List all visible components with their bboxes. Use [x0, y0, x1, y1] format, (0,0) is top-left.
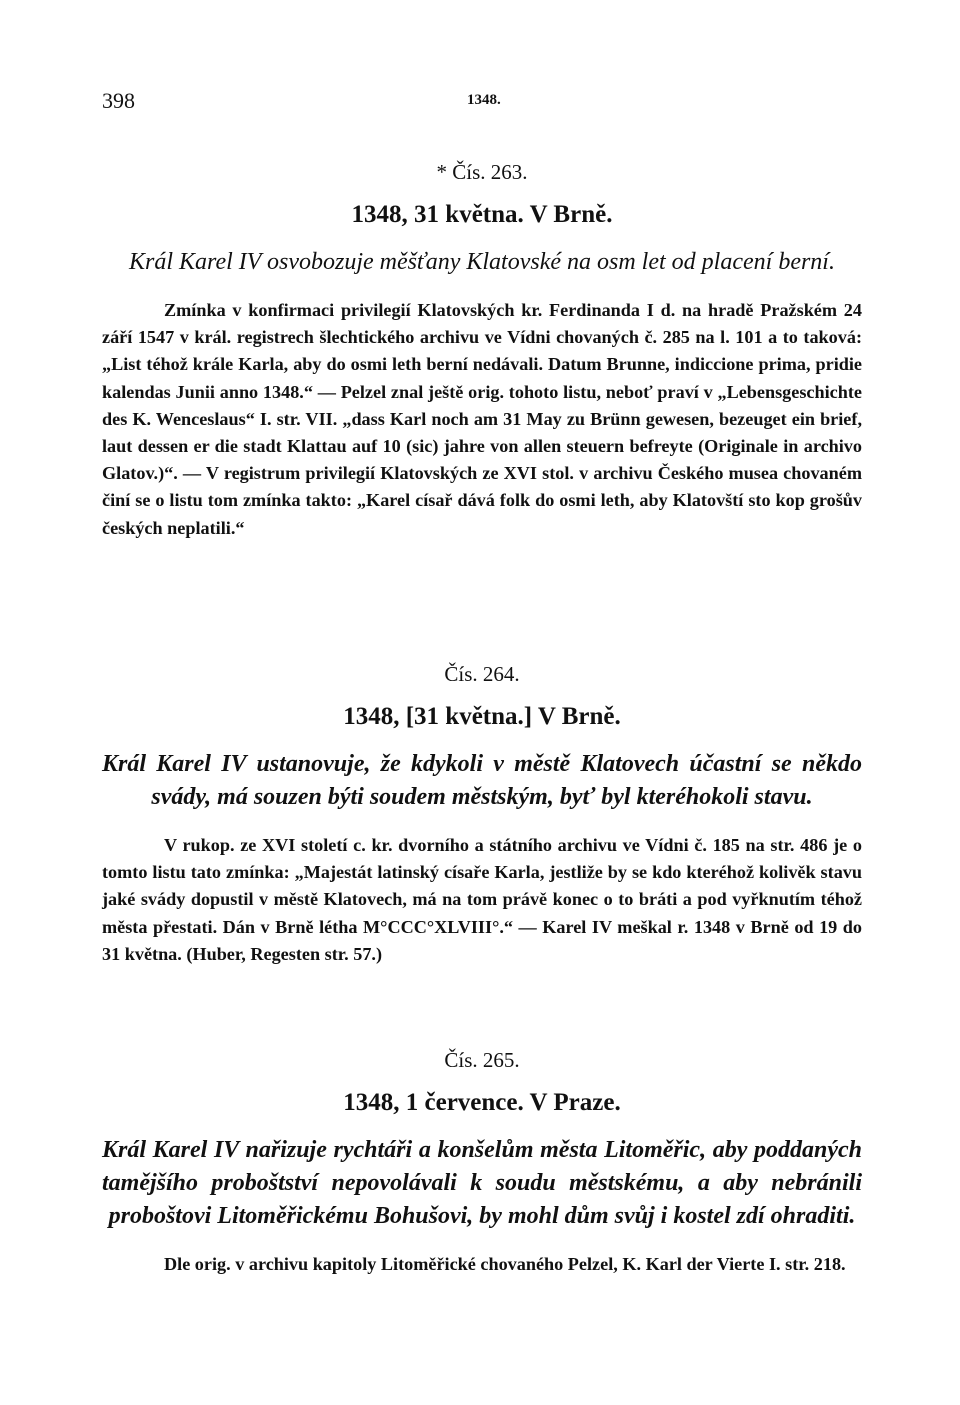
document-source-note: Zmínka v konfirmaci privilegií Klatovských kr. Ferdinanda I d. na hradě Pražském 24 září 1547 v král. registrech šlechtického archivu ve Vídni chovaných č. 285 na l. 101 a to taková: „List téhož krále Karla, aby do osmi leth berní nedávali. Datum Brunne, indiccione prima, pridie kalendas Junii anno 1348.“ — Pelzel znal ještě orig. tohoto listu, neboť praví v „Lebensgeschichte des K. Wenceslaus“ I. str. VII. „dass Karl noch am 31 May zu Brünn gewesen, bezeuget ein brief, laut dessen er die stadt Klattau auf 10 (sic) jahre von allen steuern befreyte (Originale in archivo Glatov.)“. — V registrum privilegií Klatovských ze XVI stol. v archivu Českého musea chovaném činí se o listu tom zmínka takto: „Karel císař dává folk do osmi leth, aby Klatovští sto kop grošův českých neplatili.“	[102, 300, 862, 538]
document-source-note: V rukop. ze XVI století c. kr. dvorního a státního archivu ve Vídni č. 185 na str. 486 je o tomto listu tato zmínka: „Majestát latinský císaře Karla, jestliže by se kdo kteréhož kolivěk stavu jaké svády dopustil v městě Klatovech, má na tom právě konec o to bráti a pod vyřknutím téhož města přestati. Dán v Brně létha M°CCC°XLVIII°.“ — Karel IV meškal r. 1348 v Brně od 19 do 31 května. (Huber, Regesten str. 57.)	[102, 835, 862, 964]
document-dateline: 1348, 1 července. V Praze.	[343, 1089, 621, 1116]
document-summary: Král Karel IV nařizuje rychtáři a konšelům města Litoměřic, aby poddaných tamějšího proboštství nepovolávali k soudu městskému, a aby nebránili proboštovi Litoměřickému Bohušovi, by mohl dům svůj i kostel zdí ohraditi.	[102, 1137, 862, 1229]
document-number: Čís. 264.	[444, 662, 520, 686]
document-entry-263	[102, 158, 862, 560]
running-year: 1348.	[467, 92, 501, 108]
document-entry-265	[102, 1046, 862, 1296]
document-dateline: 1348, [31 května.] V Brně.	[343, 703, 621, 730]
document-source-note: Dle orig. v archivu kapitoly Litoměřické chovaného Pelzel, K. Karl der Vierte I. str. 218.	[164, 1254, 846, 1274]
running-head	[102, 88, 862, 118]
document-summary: Král Karel IV ustanovuje, že kdykoli v městě Klatovech účastní se někdo svády, má souzen býti soudem městským, byť byl kteréhokoli stavu.	[102, 751, 862, 810]
document-number: Čís. 265.	[444, 1048, 520, 1072]
document-summary: Král Karel IV osvobozuje měšťany Klatovské na osm let od placení berní.	[129, 249, 835, 275]
document-number: * Čís. 263.	[436, 160, 528, 184]
page-number: 398	[102, 88, 135, 113]
document-dateline: 1348, 31 května. V Brně.	[351, 201, 613, 228]
document-entry-264	[102, 660, 862, 986]
